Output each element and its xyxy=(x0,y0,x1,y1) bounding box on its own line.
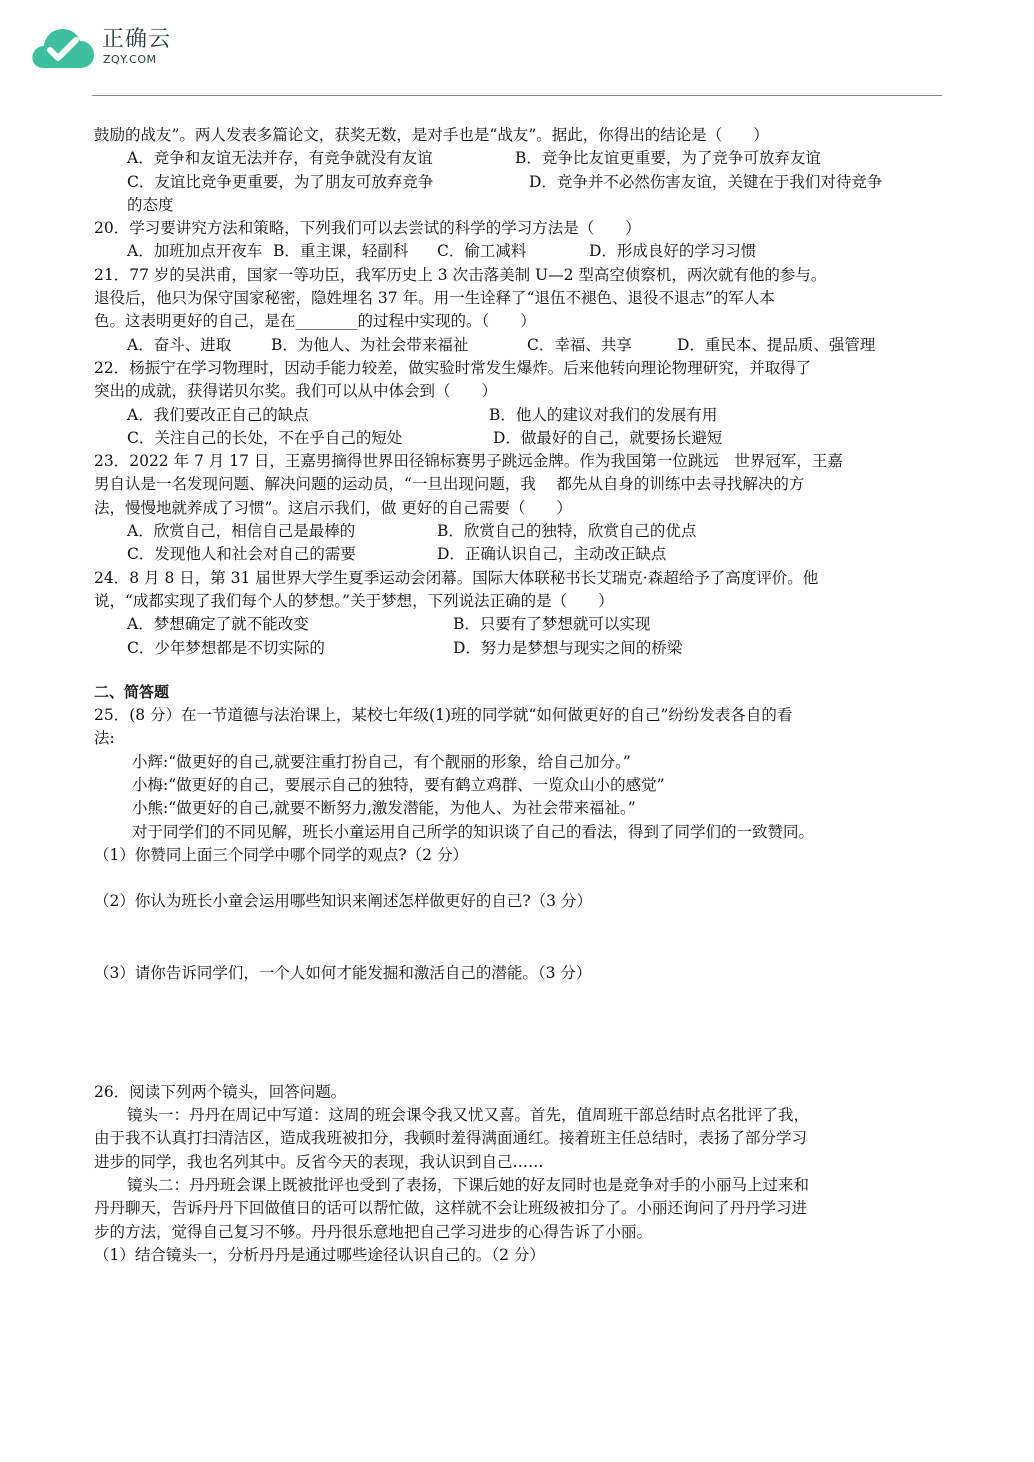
q19-option-b: B．竞争比友谊更重要，为了竞争可放弃友谊 xyxy=(515,149,821,168)
q26-shot-1-line-1: 镜头一：丹丹在周记中写道：这周的班会课令我又忧又喜。首先，值周班干部总结时点名批评了我， xyxy=(127,1106,810,1125)
q23-option-b: B．欣赏自己的独特，欣赏自己的优点 xyxy=(437,522,697,541)
cloud-check-icon xyxy=(30,26,96,70)
q21-option-c: C．幸福、共享 xyxy=(527,335,632,354)
q22-option-d: D．做最好的自己，就要扬长避短 xyxy=(493,428,723,447)
answer-space xyxy=(94,867,944,890)
q23-stem-3: 法，慢慢地就养成了习惯”。这启示我们，做 更好的自己需要（ ） xyxy=(94,498,572,517)
q22-stem-2: 突出的成就，获得诺贝尔奖。我们可以从中体会到（ ） xyxy=(94,382,498,401)
q21-stem-2: 退役后，他只为保守国家秘密，隐姓埋名 37 年。用一生诠释了“退伍不褪色、退役不退志”的军人本 xyxy=(94,289,775,308)
q21-option-d: D．重民本、提品质、强管理 xyxy=(677,335,876,354)
q20-options xyxy=(94,240,944,263)
q19-option-c: C．友谊比竞争更重要，为了朋友可放弃竞争 xyxy=(127,172,434,191)
q22-options-ab xyxy=(94,404,944,427)
brand-domain: ZQY.COM xyxy=(103,53,157,66)
q25-part-3: （3）请你告诉同学们，一个人如何才能发掘和激活自己的潜能。（3 分） xyxy=(94,963,592,982)
header-divider xyxy=(92,95,942,96)
q26-shot-2-line-3: 步的方法，觉得自己复习不够。丹丹很乐意地把自己学习进步的心得告诉了小丽。 xyxy=(94,1222,653,1241)
q19-option-a: A．竞争和友谊无法并存，有竞争就没有友谊 xyxy=(127,149,433,168)
q23-options-ab xyxy=(94,520,944,543)
q26-shot-1-line-2: 由于我不认真打扫清洁区，造成我班被扣分，我顿时羞得满面通红。接着班主任总结时，表扬了部分学习 xyxy=(94,1129,808,1148)
q25-part-2: （2）你认为班长小童会运用哪些知识来阐述怎样做更好的自己?（3 分） xyxy=(94,892,592,911)
answer-space xyxy=(94,914,944,962)
brand-name: 正确云 xyxy=(102,27,172,52)
q22-option-a: A．我们要改正自己的缺点 xyxy=(127,405,309,424)
q22-option-c: C．关注自己的长处，不在乎自己的短处 xyxy=(127,428,403,447)
q26-shot-2-line-2: 丹丹聊天，告诉丹丹下回做值日的话可以帮忙做，这样就不会让班级被扣分了。小丽还询问了丹丹学习进 xyxy=(94,1199,808,1218)
q25-statement-xiaohui: 小辉:“做更好的自己,就要注重打扮自己，有个靓丽的形象，给自己加分。” xyxy=(132,752,631,771)
q23-option-a: A．欣赏自己，相信自己是最棒的 xyxy=(127,522,356,541)
q26-part-1: （1）结合镜头一，分析丹丹是通过哪些途径认识自己的。（2 分） xyxy=(94,1245,545,1264)
q23-stem-1: 23．2022 年 7 月 17 日，王嘉男摘得世界田径锦标赛男子跳远金牌。作为我国第一位跳远 世界冠军，王嘉 xyxy=(94,452,843,471)
answer-space xyxy=(94,985,944,1081)
q24-option-a: A．梦想确定了就不能改变 xyxy=(127,615,309,634)
q23-option-c: C．发现他人和社会对自己的需要 xyxy=(127,545,356,564)
q19-options-cd xyxy=(94,171,944,194)
q21-options xyxy=(94,334,944,357)
q26-shot-2-line-1: 镜头二：丹丹班会课上既被批评也受到了表扬，下课后她的好友同时也是竞争对手的小丽马上过来和 xyxy=(127,1175,810,1194)
spacer xyxy=(94,660,944,681)
q22-option-b: B．他人的建议对我们的发展有用 xyxy=(489,405,718,424)
q22-stem-1: 22．杨振宁在学习物理时，因动手能力较差，做实验时常发生爆炸。后来他转向理论物理研究，并取得了 xyxy=(94,358,812,377)
q22-options-cd xyxy=(94,427,944,450)
q24-option-b: B．只要有了梦想就可以实现 xyxy=(453,615,651,634)
q19-option-d: D．竞争并不必然伤害友谊，关键在于我们对待竞争 xyxy=(529,172,883,191)
q24-option-c: C．少年梦想都是不切实际的 xyxy=(127,638,325,657)
q25-part-1: （1）你赞同上面三个同学中哪个同学的观点?（2 分） xyxy=(94,845,468,864)
q24-options-ab xyxy=(94,613,944,636)
exam-content xyxy=(94,124,944,1267)
q20-option-d: D．形成良好的学习习惯 xyxy=(589,242,757,261)
q23-stem-2: 男自认是一名发现问题、解决问题的运动员，“一旦出现问题，我 都先从自身的训练中去寻找解决的方 xyxy=(94,475,805,494)
q25-statement-monitor: 对于同学们的不同见解，班长小童运用自己所学的知识谈了自己的看法，得到了同学们的一致赞同。 xyxy=(132,822,815,841)
brand-logo xyxy=(30,22,190,74)
q25-stem-1: 25．(8 分）在一节道德与法治课上，某校七年级(1)班的同学就“如何做更好的自己”纷纷发表各自的看 xyxy=(94,706,793,725)
section-title: 二、简答题 xyxy=(94,682,170,701)
q25-stem-2: 法: xyxy=(94,729,115,748)
q21-stem-1: 21．77 岁的吴洪甫，国家一等功臣，我军历史上 3 次击落美制 U—2 型高空侦察机，两次就有他的参与。 xyxy=(94,265,827,284)
q25-statement-xiaoxiong: 小熊:“做更好的自己,就要不断努力,激发潜能，为他人、为社会带来福祉。” xyxy=(132,799,636,818)
q24-options-cd xyxy=(94,637,944,660)
q20-option-b: B．重主课，轻副科 xyxy=(273,242,409,261)
q23-option-d: D．正确认识自己，主动改正缺点 xyxy=(437,545,667,564)
q19-options-ab xyxy=(94,147,944,170)
q23-options-cd xyxy=(94,543,944,566)
q24-stem-1: 24．8 月 8 日，第 31 届世界大学生夏季运动会闭幕。国际大体联秘书长艾瑞克·森超给予了高度评价。他 xyxy=(94,568,819,587)
q26-shot-1-line-3: 进步的同学，我也名列其中。反省今天的表现，我认识到自己…… xyxy=(94,1152,544,1171)
q19-option-d-cont: 的态度 xyxy=(127,195,174,214)
q25-statement-xiaomei: 小梅:“做更好的自己，要展示自己的独特，要有鹤立鸡群、一览众山小的感觉” xyxy=(132,776,665,795)
q24-stem-2: 说，“成都实现了我们每个人的梦想。”关于梦想，下列说法正确的是（ ） xyxy=(94,591,614,610)
q20-option-a: A．加班加点开夜车 xyxy=(127,242,263,261)
q26-stem: 26．阅读下列两个镜头，回答问题。 xyxy=(94,1082,347,1101)
q20-stem: 20．学习要讲究方法和策略，下列我们可以去尝试的科学的学习方法是（ ） xyxy=(94,219,641,238)
q21-stem-3: 色。这表明更好的自己，是在________的过程中实现的。（ ） xyxy=(94,312,536,331)
q24-option-d: D．努力是梦想与现实之间的桥梁 xyxy=(453,638,683,657)
q19-stem: 鼓励的战友”。两人发表多篇论文，获奖无数，是对手也是“战友”。据此，你得出的结论是（ ） xyxy=(94,126,769,144)
q21-option-b: B．为他人、为社会带来福祉 xyxy=(271,335,469,354)
q20-option-c: C．偷工减料 xyxy=(437,242,527,261)
q21-option-a: A．奋斗、进取 xyxy=(127,335,232,354)
